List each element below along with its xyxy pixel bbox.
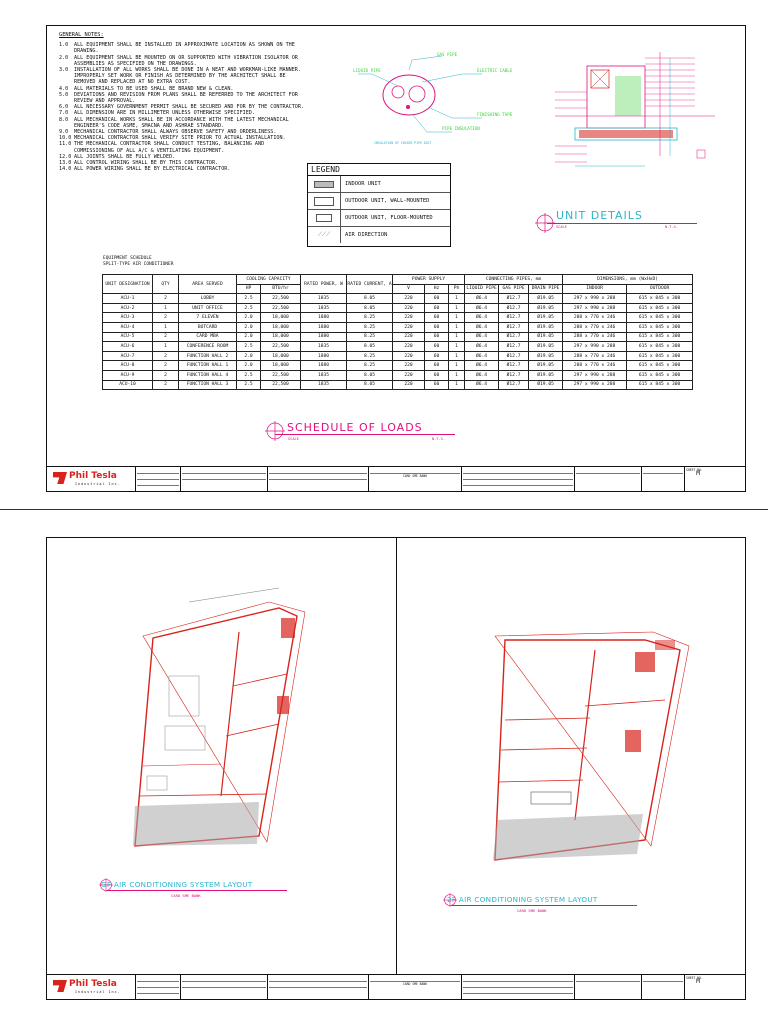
electric-cable-label: ELECTRIC CABLE bbox=[477, 68, 513, 73]
header-dims: DIMENSIONS, mm (WxHxD) bbox=[563, 275, 693, 285]
table-cell: ACU-5 bbox=[103, 332, 153, 342]
schedule-of-loads-scale-label: SCALE bbox=[288, 437, 299, 441]
table-cell: 220 bbox=[393, 361, 425, 371]
header-indoor: INDOOR bbox=[563, 284, 627, 294]
table-cell: 288 x 770 x 246 bbox=[563, 313, 627, 323]
general-note-number: 6.0 bbox=[59, 104, 69, 111]
header-outdoor: OUTDOOR bbox=[627, 284, 693, 294]
general-note-text: ALL MATERIALS TO BE USED SHALL BE BRAND NEW & CLEAN. bbox=[74, 85, 234, 92]
general-note-number: 2.0 bbox=[59, 54, 69, 61]
table-cell: 297 x 990 x 288 bbox=[563, 342, 627, 352]
table-cell: Ø6.4 bbox=[465, 380, 499, 390]
title-block bbox=[47, 466, 745, 491]
table-row bbox=[103, 294, 693, 304]
table-cell: 615 x 845 x 300 bbox=[627, 332, 693, 342]
table-cell: 60 bbox=[425, 351, 449, 361]
table-row bbox=[103, 313, 693, 323]
table-cell: FUNCTION HALL 2 bbox=[179, 351, 237, 361]
legend-label: OUTDOOR UNIT, WALL-MOUNTED bbox=[345, 198, 430, 204]
table-cell: 2 bbox=[153, 370, 179, 380]
table-cell: 1835 bbox=[301, 380, 347, 390]
table-cell: 8.05 bbox=[347, 342, 393, 352]
general-note-number: 12.0 bbox=[59, 153, 72, 160]
logo-mark-icon bbox=[53, 980, 67, 992]
table-cell: 60 bbox=[425, 294, 449, 304]
sheet-number-label: SHEET NO. bbox=[686, 976, 703, 980]
equipment-schedule-subtitle: SPLIT-TYPE AIR CONDITIONER bbox=[103, 262, 174, 267]
table-cell: Ø12.7 bbox=[499, 332, 529, 342]
gf-layout-title: GF AIR CONDITIONING SYSTEM LAYOUT bbox=[101, 880, 253, 889]
2f-layout-title: 2F AIR CONDITIONING SYSTEM LAYOUT bbox=[447, 895, 598, 904]
table-cell: 2.0 bbox=[237, 351, 261, 361]
table-cell: ACU-8 bbox=[103, 361, 153, 371]
table-cell: Ø12.7 bbox=[499, 313, 529, 323]
header-supply: POWER SUPPLY bbox=[393, 275, 465, 285]
table-cell: ACU-4 bbox=[103, 322, 153, 332]
general-note-text: ALL EQUIPMENT SHALL BE INSTALLED IN APPROXIMATE LOCATION AS SHOWN ON THE DRAWING. bbox=[74, 42, 295, 55]
table-cell: FUNCTION HALL 3 bbox=[179, 380, 237, 390]
table-cell: Ø12.7 bbox=[499, 370, 529, 380]
table-cell: 22,500 bbox=[261, 303, 301, 313]
outdoor-wall-unit-icon bbox=[314, 197, 334, 206]
table-cell: 8.25 bbox=[347, 332, 393, 342]
table-row bbox=[103, 332, 693, 342]
header-ph: Ph bbox=[449, 284, 465, 294]
general-note-text: ALL EQUIPMENT SHALL BE MOUNTED ON OR SUPPORTED WITH VIBRATION ISOLATOR OR ASSEMBLIES AS SPECIFIED ON THE DRAWINGS. bbox=[74, 54, 298, 67]
table-cell: 60 bbox=[425, 313, 449, 323]
general-note-number: 10.0 bbox=[59, 135, 72, 142]
table-cell: ACU-2 bbox=[103, 303, 153, 313]
table-cell: 288 x 770 x 246 bbox=[563, 322, 627, 332]
table-cell: 18,000 bbox=[261, 351, 301, 361]
table-cell: 22,500 bbox=[261, 294, 301, 304]
table-cell: Ø19.05 bbox=[529, 294, 563, 304]
general-note-number: 14.0 bbox=[59, 166, 72, 173]
table-cell: 2 bbox=[153, 380, 179, 390]
table-cell: CARD MBA bbox=[179, 332, 237, 342]
table-cell: Ø6.4 bbox=[465, 361, 499, 371]
table-cell: Ø12.7 bbox=[499, 322, 529, 332]
table-cell: 615 x 845 x 300 bbox=[627, 294, 693, 304]
table-cell: ACU-10 bbox=[103, 380, 153, 390]
general-note-number: 11.0 bbox=[59, 141, 72, 148]
2f-layout-subtitle: CARD SME BANK bbox=[517, 908, 547, 913]
general-note-text: ALL CONTROL WIRING SHALL BE BY THIS CONTRACTOR. bbox=[74, 160, 219, 167]
table-cell: 2.0 bbox=[237, 322, 261, 332]
pipe-detail-caption: INSULATION OF INSIDE PIPE DUCT bbox=[374, 141, 432, 145]
header-qty: QTY bbox=[153, 275, 179, 294]
header-power: RATED POWER, W bbox=[301, 275, 347, 294]
table-cell: 1 bbox=[449, 342, 465, 352]
table-cell: 220 bbox=[393, 351, 425, 361]
general-note-text: ALL MECHANICAL WORKS SHALL BE IN ACCORDANCE WITH THE LATEST MECHANICAL ENGINEER'S CODE ASME, SMACNA AND ASHRAE STANDARD. bbox=[74, 116, 289, 129]
table-cell: 220 bbox=[393, 332, 425, 342]
general-note-text: DEVIATIONS AND REVISION FROM PLANS SHALL BE REFERRED TO THE ARCHITECT FOR REVIEW AND APPROVAL. bbox=[74, 91, 298, 105]
table-cell: Ø12.7 bbox=[499, 351, 529, 361]
header-area: AREA SERVED bbox=[179, 275, 237, 294]
legend-label: INDOOR UNIT bbox=[345, 181, 381, 187]
table-cell: 220 bbox=[393, 370, 425, 380]
legend-box bbox=[307, 163, 451, 247]
sheet-2 bbox=[46, 537, 746, 1000]
table-cell: 1 bbox=[449, 370, 465, 380]
pipe-insulation-detail bbox=[312, 50, 532, 170]
table-cell: 1 bbox=[153, 342, 179, 352]
table-cell: 615 x 845 x 300 bbox=[627, 361, 693, 371]
2f-floor-plan bbox=[475, 610, 685, 870]
table-cell: 1 bbox=[449, 380, 465, 390]
table-cell: 60 bbox=[425, 342, 449, 352]
equipment-schedule-title: EQUIPMENT SCHEDULE bbox=[103, 256, 152, 261]
equipment-schedule-table bbox=[102, 274, 693, 390]
general-note-text: INSTALLATION OF ALL WORKS SHALL BE DONE IN A NEAT AND WORKMAN-LIKE MANNER. IMPROPERLY SET WORK OR FINISH AS DETERMINED BY THE ARCHITECT SHALL BE REMOVED AND REPLACED AT NO EXTRA COST. bbox=[74, 67, 301, 86]
indoor-unit-icon bbox=[314, 181, 334, 188]
table-cell: 220 bbox=[393, 303, 425, 313]
table-cell: 2.0 bbox=[237, 361, 261, 371]
table-cell: 615 x 845 x 300 bbox=[627, 322, 693, 332]
company-subtitle: Industrial Inc. bbox=[75, 990, 121, 994]
general-note bbox=[59, 141, 307, 153]
schedule-of-loads-title: SCHEDULE OF LOADS bbox=[287, 421, 423, 434]
page-separator bbox=[0, 509, 768, 510]
general-note bbox=[59, 55, 307, 67]
table-cell: 2.5 bbox=[237, 380, 261, 390]
general-note-number: 5.0 bbox=[59, 91, 69, 98]
header-liquid: LIQUID PIPE bbox=[465, 284, 499, 294]
table-cell: ACU-9 bbox=[103, 370, 153, 380]
legend-label: AIR DIRECTION bbox=[345, 232, 388, 238]
table-cell: Ø6.4 bbox=[465, 303, 499, 313]
schedule-of-loads-scale-value: N.T.S. bbox=[432, 437, 445, 441]
table-cell: 2 bbox=[153, 294, 179, 304]
general-note-text: MECHANICAL CONTRACTOR SHALL ALWAYS OBSERVE SAFETY AND ORDERLINESS. bbox=[74, 129, 277, 136]
general-note bbox=[59, 67, 307, 86]
general-note-text: ALL NECESSARY GOVERNMENT PERMIT SHALL BE SECURED AND FOR BY THE CONTRACTOR. bbox=[74, 104, 305, 111]
table-cell: Ø19.05 bbox=[529, 351, 563, 361]
table-row bbox=[103, 351, 693, 361]
company-name: Phil Tesla bbox=[69, 979, 117, 989]
general-note-number: 8.0 bbox=[59, 116, 69, 123]
header-current: RATED CURRENT, A bbox=[347, 275, 393, 294]
table-cell: BOTCARD bbox=[179, 322, 237, 332]
table-row bbox=[103, 361, 693, 371]
sheet-number-value: M bbox=[696, 978, 700, 985]
table-cell: 1880 bbox=[301, 361, 347, 371]
table-cell: 288 x 770 x 246 bbox=[563, 361, 627, 371]
air-direction-icon: ⟋⟋⟋ bbox=[317, 231, 331, 238]
table-cell: 1835 bbox=[301, 303, 347, 313]
table-cell: Ø6.4 bbox=[465, 313, 499, 323]
table-cell: ACU-1 bbox=[103, 294, 153, 304]
legend-row bbox=[308, 193, 450, 210]
table-cell: 1880 bbox=[301, 322, 347, 332]
general-note-text: ALL JOINTS SHALL BE FULLY WELDED. bbox=[74, 153, 176, 160]
table-cell: Ø19.05 bbox=[529, 303, 563, 313]
general-note-number: 1.0 bbox=[59, 42, 69, 49]
table-cell: 60 bbox=[425, 322, 449, 332]
table-cell: Ø12.7 bbox=[499, 294, 529, 304]
header-hp: HP bbox=[237, 284, 261, 294]
table-cell: ACU-7 bbox=[103, 351, 153, 361]
table-cell: 60 bbox=[425, 332, 449, 342]
table-cell: 1880 bbox=[301, 332, 347, 342]
general-note-number: 4.0 bbox=[59, 85, 69, 92]
table-cell: 22,500 bbox=[261, 380, 301, 390]
table-cell: 220 bbox=[393, 313, 425, 323]
sheet-2-divider bbox=[396, 538, 397, 975]
table-row bbox=[103, 303, 693, 313]
legend-row bbox=[308, 227, 450, 243]
table-cell: 1 bbox=[449, 361, 465, 371]
table-cell: 22,500 bbox=[261, 370, 301, 380]
table-cell: 615 x 845 x 300 bbox=[627, 370, 693, 380]
pipe-insulation-label: PIPE INSULATION bbox=[442, 126, 480, 131]
liquid-pipe-label: LIQUID PIPE bbox=[353, 68, 381, 73]
finishing-tape-label: FINISHING TAPE bbox=[477, 112, 513, 117]
general-notes bbox=[59, 32, 307, 172]
table-cell: 1835 bbox=[301, 294, 347, 304]
table-cell: 18,000 bbox=[261, 332, 301, 342]
header-gas: GAS PIPE bbox=[499, 284, 529, 294]
unit-details-title: UNIT DETAILS bbox=[556, 209, 643, 222]
header-pipes: CONNECTING PIPES, mm bbox=[465, 275, 563, 285]
table-cell: 7 ELEVEN bbox=[179, 313, 237, 323]
table-cell: 8.25 bbox=[347, 313, 393, 323]
project-name: CARD SME BANK bbox=[402, 474, 428, 478]
table-cell: 220 bbox=[393, 380, 425, 390]
company-logo bbox=[47, 467, 136, 491]
table-cell: 1 bbox=[449, 294, 465, 304]
table-cell: Ø19.05 bbox=[529, 370, 563, 380]
header-cooling: COOLING CAPACITY bbox=[237, 275, 301, 285]
table-cell: 1 bbox=[449, 351, 465, 361]
table-cell: Ø19.05 bbox=[529, 313, 563, 323]
table-cell: FUNCTION HALL 4 bbox=[179, 370, 237, 380]
table-cell: 1 bbox=[449, 322, 465, 332]
unit-details-scale-label: SCALE bbox=[556, 225, 567, 229]
general-note-text: THE MECHANICAL CONTRACTOR SHALL CONDUCT TESTING, BALANCING AND COMMISSIONING OF ALL A/C & VENTILATING EQUIPMENT. bbox=[74, 141, 265, 154]
legend-title: LEGEND bbox=[308, 164, 450, 176]
general-note-number: 7.0 bbox=[59, 110, 69, 117]
table-cell: Ø19.05 bbox=[529, 342, 563, 352]
table-cell: 2.5 bbox=[237, 303, 261, 313]
table-cell: 18,000 bbox=[261, 313, 301, 323]
table-cell: FUNCTION HALL 1 bbox=[179, 361, 237, 371]
schedule-of-loads-marker bbox=[265, 421, 285, 441]
table-row bbox=[103, 342, 693, 352]
header-unit: UNIT DESIGNATION bbox=[103, 275, 153, 294]
general-note-text: MECHANICAL CONTRACTOR SHALL VERIFY SITE PRIOR TO ACTUAL INSTALLATION. bbox=[74, 135, 286, 142]
table-cell: Ø19.05 bbox=[529, 380, 563, 390]
unit-details-scale-value: N.T.S. bbox=[665, 225, 678, 229]
table-cell: 615 x 845 x 300 bbox=[627, 380, 693, 390]
gas-pipe-label: GAS PIPE bbox=[437, 52, 458, 57]
general-note-text: ALL DIMENSION ARE IN MILLIMETER UNLESS OTHERWISE SPECIFIED. bbox=[74, 110, 255, 117]
company-subtitle: Industrial Inc. bbox=[75, 482, 121, 486]
table-cell: Ø12.7 bbox=[499, 303, 529, 313]
table-cell: LOBBY bbox=[179, 294, 237, 304]
sheet-1 bbox=[46, 25, 746, 492]
table-cell: Ø19.05 bbox=[529, 361, 563, 371]
table-cell: 8.25 bbox=[347, 361, 393, 371]
table-cell: 1835 bbox=[301, 342, 347, 352]
table-cell: 2 bbox=[153, 351, 179, 361]
general-note bbox=[59, 42, 307, 54]
table-cell: 615 x 845 x 300 bbox=[627, 303, 693, 313]
table-cell: 18,000 bbox=[261, 322, 301, 332]
general-note bbox=[59, 117, 307, 129]
company-logo bbox=[47, 975, 136, 999]
sheet-number-value: M bbox=[696, 470, 700, 477]
table-cell: 2.0 bbox=[237, 313, 261, 323]
table-cell: Ø6.4 bbox=[465, 322, 499, 332]
company-name: Phil Tesla bbox=[69, 471, 117, 481]
table-cell: 2.5 bbox=[237, 294, 261, 304]
table-cell: UNIT OFFICE bbox=[179, 303, 237, 313]
schedule-header-row bbox=[103, 275, 693, 285]
table-cell: 288 x 770 x 246 bbox=[563, 351, 627, 361]
table-cell: 1880 bbox=[301, 313, 347, 323]
table-cell: 8.05 bbox=[347, 294, 393, 304]
table-cell: 18,000 bbox=[261, 361, 301, 371]
table-cell: 1835 bbox=[301, 370, 347, 380]
2f-title-underline bbox=[451, 905, 637, 906]
table-cell: 615 x 845 x 300 bbox=[627, 342, 693, 352]
table-cell: Ø19.05 bbox=[529, 322, 563, 332]
table-cell: 2.5 bbox=[237, 342, 261, 352]
unit-installation-detail bbox=[535, 46, 725, 186]
table-cell: 2.0 bbox=[237, 332, 261, 342]
legend-label: OUTDOOR UNIT, FLOOR-MOUNTED bbox=[345, 215, 433, 221]
outdoor-floor-unit-icon bbox=[316, 214, 332, 222]
table-cell: Ø19.05 bbox=[529, 332, 563, 342]
table-cell: 297 x 990 x 288 bbox=[563, 303, 627, 313]
header-hz: Hz bbox=[425, 284, 449, 294]
header-btu: BTU/hr bbox=[261, 284, 301, 294]
table-cell: 1880 bbox=[301, 351, 347, 361]
project-name: CARD SME BANK bbox=[402, 982, 428, 986]
table-cell: 1 bbox=[153, 322, 179, 332]
sheet-number-label: SHEET NO. bbox=[686, 468, 703, 472]
table-cell: 297 x 990 x 288 bbox=[563, 370, 627, 380]
header-drain: DRAIN PIPE bbox=[529, 284, 563, 294]
table-cell: 615 x 845 x 300 bbox=[627, 313, 693, 323]
table-cell: 220 bbox=[393, 294, 425, 304]
table-cell: Ø6.4 bbox=[465, 342, 499, 352]
table-cell: 60 bbox=[425, 361, 449, 371]
legend-row bbox=[308, 176, 450, 193]
unit-details-underline bbox=[547, 223, 697, 224]
table-cell: 2.5 bbox=[237, 370, 261, 380]
table-cell: 8.05 bbox=[347, 303, 393, 313]
general-note-text: ALL POWER WIRING SHALL BE BY ELECTRICAL CONTRACTOR. bbox=[74, 166, 231, 173]
logo-mark-icon bbox=[53, 472, 67, 484]
table-row bbox=[103, 322, 693, 332]
table-cell: 2 bbox=[153, 332, 179, 342]
table-cell: Ø6.4 bbox=[465, 370, 499, 380]
equipment-schedule-heading bbox=[103, 256, 173, 268]
table-cell: 8.05 bbox=[347, 370, 393, 380]
table-cell: CONFERENCE ROOM bbox=[179, 342, 237, 352]
schedule-body bbox=[103, 294, 693, 390]
table-cell: 60 bbox=[425, 380, 449, 390]
table-cell: 22,500 bbox=[261, 342, 301, 352]
table-row bbox=[103, 370, 693, 380]
general-notes-list bbox=[59, 42, 307, 172]
table-cell: 8.25 bbox=[347, 322, 393, 332]
header-v: V bbox=[393, 284, 425, 294]
table-cell: 8.05 bbox=[347, 380, 393, 390]
legend-row bbox=[308, 210, 450, 227]
table-cell: Ø6.4 bbox=[465, 351, 499, 361]
table-row bbox=[103, 380, 693, 390]
table-cell: ACU-3 bbox=[103, 313, 153, 323]
table-cell: Ø12.7 bbox=[499, 342, 529, 352]
table-cell: 297 x 990 x 288 bbox=[563, 294, 627, 304]
table-cell: 615 x 845 x 300 bbox=[627, 351, 693, 361]
schedule-of-loads-underline bbox=[275, 434, 455, 435]
general-note-number: 13.0 bbox=[59, 160, 72, 167]
table-cell: 60 bbox=[425, 303, 449, 313]
table-cell: 2 bbox=[153, 361, 179, 371]
table-cell: Ø6.4 bbox=[465, 332, 499, 342]
table-cell: 220 bbox=[393, 322, 425, 332]
general-notes-header: GENERAL NOTES: bbox=[59, 32, 104, 38]
table-cell: 8.25 bbox=[347, 351, 393, 361]
table-cell: ACU-6 bbox=[103, 342, 153, 352]
table-cell: 1 bbox=[449, 332, 465, 342]
general-note bbox=[59, 166, 307, 172]
table-cell: 288 x 770 x 246 bbox=[563, 332, 627, 342]
gf-title-underline bbox=[107, 890, 287, 891]
table-cell: 1 bbox=[153, 303, 179, 313]
table-cell: Ø6.4 bbox=[465, 294, 499, 304]
table-cell: Ø12.7 bbox=[499, 361, 529, 371]
table-cell: 1 bbox=[449, 303, 465, 313]
table-cell: Ø12.7 bbox=[499, 380, 529, 390]
table-cell: 1 bbox=[449, 313, 465, 323]
general-note-number: 9.0 bbox=[59, 129, 69, 136]
general-note-number: 3.0 bbox=[59, 67, 69, 74]
table-cell: 220 bbox=[393, 342, 425, 352]
gf-floor-plan bbox=[129, 596, 329, 856]
title-block bbox=[47, 974, 745, 999]
general-note bbox=[59, 92, 307, 104]
gf-layout-subtitle: CARD SME BANK bbox=[171, 893, 201, 898]
table-cell: 60 bbox=[425, 370, 449, 380]
table-cell: 297 x 990 x 288 bbox=[563, 380, 627, 390]
table-cell: 2 bbox=[153, 313, 179, 323]
